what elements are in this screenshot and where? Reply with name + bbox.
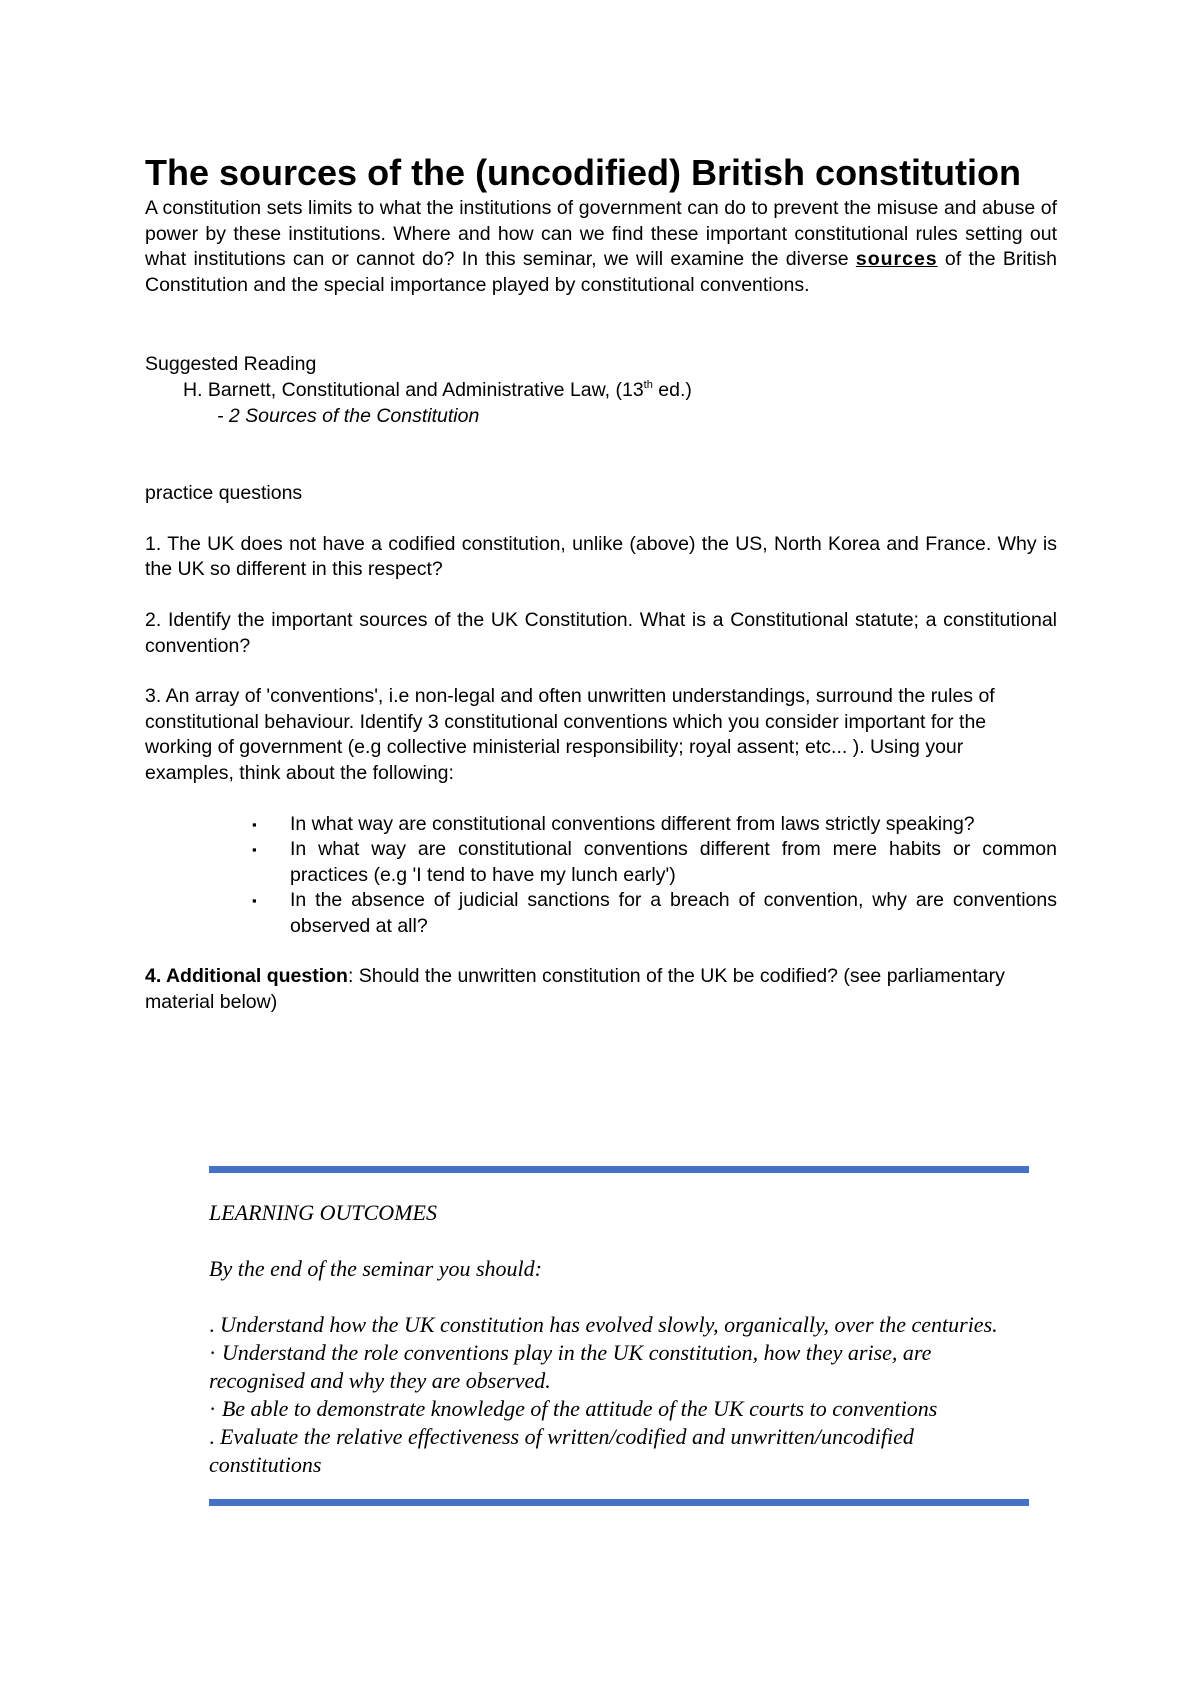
question-2: 2. Identify the important sources of the UK Constitution. What is a Constitutional statute; a constitutional convention? <box>145 608 1057 657</box>
question-3-bullet-list <box>145 812 1057 940</box>
question-4-label: 4. Additional question <box>145 965 348 988</box>
question-4-text: : Should the unwritten constitution of the UK be codified? (see parliamentary material below) <box>145 965 1005 1014</box>
outcome-text: Evaluate the relative effectiveness of written/codified and unwritten/uncodified constitutions <box>209 1424 914 1477</box>
reading-book-text: H. Barnett, Constitutional and Administrative Law, (13 <box>183 378 644 401</box>
learning-outcomes-box <box>209 1166 1029 1506</box>
outcome-item <box>209 1311 1029 1339</box>
square-bullet-icon: ▪ <box>252 842 257 858</box>
outcome-text: Understand how the UK constitution has evolved slowly, organically, over the centuries. <box>214 1312 998 1337</box>
question-3: 3. An array of 'conventions', i.e non-legal and often unwritten understandings, surround the rules of constitutional behaviour. Identify 3 constitutional conventions which you consider important for the working of government (e.g collective ministerial responsibility; royal assent; etc... ). Using your examples, think about the following: <box>145 685 995 784</box>
outcome-text: Understand the role conventions play in the UK constitution, how they arise, are recognised and why they are observed. <box>209 1340 932 1393</box>
list-item <box>252 837 1057 888</box>
intro-text-start: A constitution sets limits to what the institutions of government can do to prevent the misuse and abuse of power by these institutions. Where and how can we find these important constitutional rules setting out what institutions can or cannot do? In this seminar, we will examine the diverse <box>145 197 1057 271</box>
question-1: 1. The UK does not have a codified constitution, unlike (above) the US, North Korea and France. Why is the UK so different in this respect? <box>145 532 1057 581</box>
outcome-mark: . <box>209 1312 215 1337</box>
reading-book-edition: ed.) <box>652 378 692 401</box>
intro-paragraph <box>145 196 1057 298</box>
reading-book <box>145 378 1057 404</box>
page-title: The sources of the (uncodified) British constitution <box>145 152 1022 193</box>
reading-book-superscript: th <box>643 378 653 391</box>
bullet-text: In what way are constitutional conventions different from mere habits or common practices (e.g 'I tend to have my lunch early') <box>290 838 1057 886</box>
document-body <box>145 150 1057 1016</box>
learning-outcomes-heading: LEARNING OUTCOMES <box>209 1200 437 1225</box>
list-item <box>252 812 1057 838</box>
suggested-reading-heading: Suggested Reading <box>145 353 317 376</box>
outcome-item <box>209 1339 1029 1395</box>
outcome-item <box>209 1423 1029 1479</box>
bullet-text: In the absence of judicial sanctions for a breach of convention, why are conventions observed at all? <box>290 889 1057 937</box>
intro-text-end: of the British Constitution and the special importance played by constitutional conventions. <box>145 248 1057 296</box>
reading-chapter: - 2 Sources of the Constitution <box>217 404 480 427</box>
outcome-item <box>209 1395 1029 1423</box>
learning-outcomes-intro: By the end of the seminar you should: <box>209 1256 542 1281</box>
question-4 <box>145 964 1057 1015</box>
practice-questions-heading: practice questions <box>145 482 303 505</box>
outcome-mark: · <box>209 1396 217 1421</box>
outcome-mark: · <box>209 1340 217 1365</box>
square-bullet-icon: ▪ <box>252 893 257 909</box>
intro-keyword-sources: sources <box>855 248 938 271</box>
outcome-mark: . <box>209 1424 215 1449</box>
list-item <box>252 888 1057 939</box>
square-bullet-icon: ▪ <box>252 816 257 832</box>
outcome-text: Be able to demonstrate knowledge of the attitude of the UK courts to conventions <box>216 1396 938 1421</box>
bullet-text: In what way are constitutional conventions different from laws strictly speaking? <box>290 812 975 835</box>
